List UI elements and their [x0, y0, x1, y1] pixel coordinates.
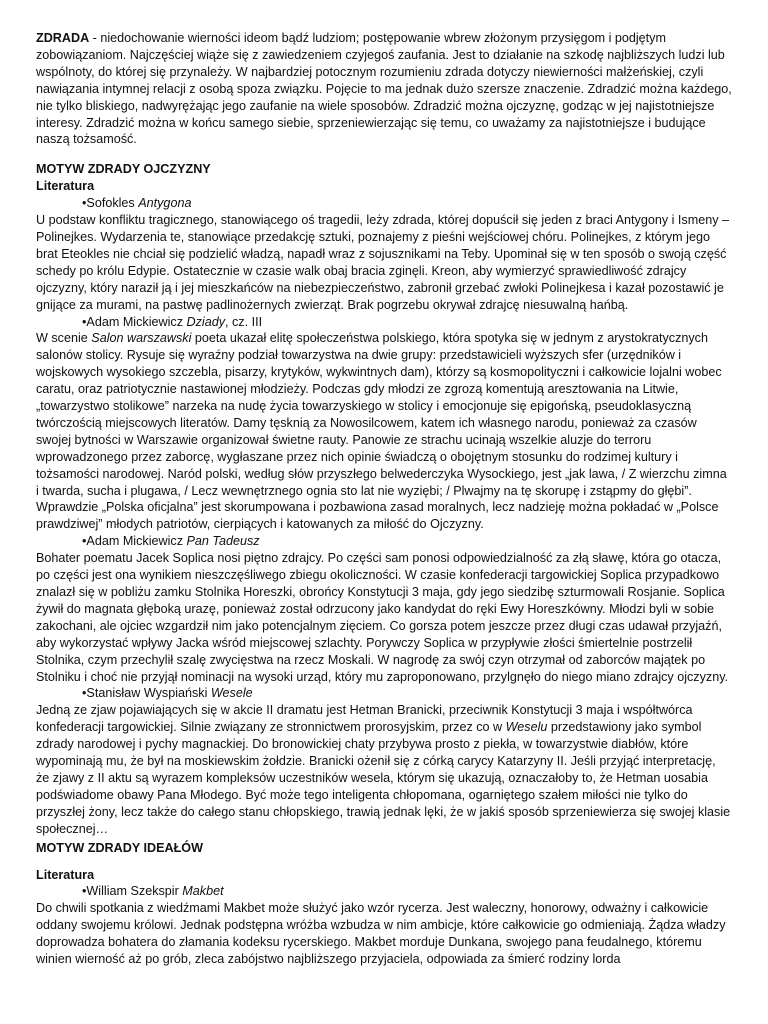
bullet: •: [82, 196, 87, 211]
intro-term: ZDRADA: [36, 31, 90, 45]
work-title: Dziady: [186, 314, 225, 329]
work-body-wesele: [36, 702, 732, 837]
work-title-pan-tadeusz: [36, 533, 732, 550]
work-body-pan-tadeusz: Bohater poematu Jacek Soplica nosi piętno zdrajcy. Po części sam ponosi odpowiedzialność za złą sławę, która go otacza, po części jest ona wynikiem nieszczęśliwego zbiegu okoliczności. W czasie konfederacji targowickiej Soplica przypadkowo znalazł się w pobliżu zamku Stolnika Horeszki, obrońcy Konstytucji 3 maja, gdy jego siedzibę szturmowali Rosjanie. Soplica żywił do magnata głęboką urazę, ponieważ został odrzucony jako kandydat do ręki Ewy Horeszkówny. Młodzi byli w sobie zakochani, ale ojciec wzgardził nim jako potencjalnym zięciem. Co gorsza potem jeszcze przez długi czas udawał przyjaźń, aby wykorzystać wpływy Jacka wśród miejscowej szlachty. Porywczy Soplica w przypływie złości śmiertelnie postrzelił Stolnika, czym przechylił szalę zwycięstwa na rzecz Moskali. W nagrodę za swój czyn otrzymał od zaborców majątek po Stolniku i choć nie przyjął nominacji na wysoki urząd, który mu zaproponowano, przylgnęło do niego miano zdrajcy ojczyzny.: [36, 551, 729, 684]
body-text: przedstawiony jako symbol zdrady narodowej i pychy magnackiej. Do bronowickiej chaty przybywa prosto z piekła, w towarzystwie diabłów, które wypominają mu, że był na moskiewskim żołdzie. Branicki ożenił się z córką carycy Katarzyny II. Jeśli przyjąć interpretację, że zjawy z II aktu są wyrazem kompleksów uczestników wesela, którym się ukazują, oznaczałoby to, że Hetman uosabia podświadome obawy Pana Młodego. Być może tego inteligenta chłopomana, ogarniętego szałem miłości nie tylko do przyszłej żony, lecz także do całego stanu chłopskiego, trawią jednak lęki, że w jakiś sposób sprzeniewierza się swojej klasie społecznej…: [36, 720, 731, 836]
work-body-antygona: U podstaw konfliktu tragicznego, stanowiącego oś tragedii, leży zdrada, której dopuścił się jeden z braci Antygony i Ismeny – Polinejkes. Wydarzenia te, stanowiące przedakcję sztuki, poznajemy z pieśni wejściowej chóru. Polinejkes, z którym jego brat Eteokles nie chciał się podzielić władzą, napadł wraz z sojusznikami na Teby. Upominał się w ten sposób o swoją część schedy po królu Edypie. Ostatecznie w czasie walk obaj bracia zginęli. Kreon, aby wymierzyć sprawiedliwość zdrajcy ojczyzny, który naraził ją i jej mieszkańców na niebezpieczeństwo, zabronił grzebać zwłoki Polinejkesa i kazał pozostawić je gnijące za murami, na pastwę padlinożernych zwierząt. Brak pogrzebu okrywał zdrajcę niesuwalną hańbą.: [36, 213, 730, 312]
work-suffix: , cz. III: [225, 314, 263, 329]
section-heading-treason-ideals: MOTYW ZDRADY IDEAŁÓW: [36, 840, 203, 855]
intro-text: - niedochowanie wierności ideom bądź ludziom; postępowanie wbrew złożonym przysięgom i podjętym zobowiązaniom. Najczęściej wiąże się z zawiedzeniem czyjegoś zaufania. Jest to działanie na szkodę najbliższych ludzi lub wspólnoty, do której się przynależy. W najbardziej potocznym rozumieniu zdrada dotyczy niewierności małżeńskiej, czyli nawiązania intymnej relacji z osobą spoza związku. Pojęcie to ma jednak dużo szersze znaczenie. Zdradzić można każdego, nie tylko bliskiego, nadwyrężając jego zaufanie na wiele sposobów. Zdradzić można ojczyznę, godząc w jej najistotniejsze interesy. Zdradzić można w końcu samego siebie, sprzeniewierzając się temu, co uważamy za najistotniejsze i budujące naszą tożsamość.: [36, 31, 732, 147]
work-title-antygona: [36, 195, 732, 212]
subheading-literature: Literatura: [36, 179, 95, 194]
work-title-dziady: [36, 314, 732, 331]
body-italic-title: Weselu: [505, 720, 548, 735]
bullet: •: [82, 686, 87, 701]
bullet: •: [82, 314, 87, 329]
work-body-dziady: [36, 330, 732, 533]
body-italic-title: Salon warszawski: [91, 331, 192, 346]
section-heading-treason-homeland: MOTYW ZDRADY OJCZYZNY: [36, 162, 211, 177]
work-title: Antygona: [138, 196, 192, 211]
work-title: Wesele: [210, 686, 253, 701]
work-author: Stanisław Wyspiański: [86, 686, 211, 701]
work-author: William Szekspir: [86, 884, 183, 899]
body-text: poeta ukazał elitę społeczeństwa polskiego, która spotyka się w jednym z arystokratycznych salonów stolicy. Rysuje się wyraźny podział towarzystwa na dwie grupy: przedstawicieli wyższych sfer (urzędników i wojskowych wysokiego szczebla, pisarzy, krytyków, wykwintnych dam), którzy są kosmopolityczni i całkowicie lojalni wobec caratu, oraz patriotycznie nastawionej młodzieży. Podczas gdy młodzi ze zgrozą komentują aresztowania na Litwie, „towarzystwo stolikowe” narzeka na nudę życia towarzyskiego w stolicy i emocjonuje się epigońską, pseudoklasyczną twórczością miejscowych literatów. Damy tęsknią za Nowosilcowem, katem ich własnego narodu, ponieważ za czasów swojej bytności w Warszawie organizował świetne rauty. Panowie ze strachu ucinają wszelkie aluzje do terroru wprowadzonego przez zaborcę, wygłaszane przez nich opinie świadczą o obojętnym stosunku do rodzimej kultury i tożsamości narodowej. Naród polski, według słów przyszłego belwederczyka Wysockiego, jest „jak lawa, / Z wierzchu zimna i twarda, sucha i plugawa, / Lecz wewnętrznego ognia sto lat nie wyziębi; / Plwajmy na tę skorupę i zstąpmy do głębi”. Wprawdzie „Polska oficjalna” jest skorumpowana i pozbawiona zasad moralnych, lecz nadzieję można pokładać w „Polsce prawdziwej” młodych patriotów, cierpiących i katowanych za miłość do Ojczyzny.: [36, 331, 727, 532]
work-author: Adam Mickiewicz: [86, 534, 187, 549]
bullet: •: [82, 884, 87, 899]
body-text: W scenie: [36, 331, 92, 346]
work-title-wesele: [36, 685, 732, 702]
intro-paragraph: [36, 30, 732, 148]
work-title-makbet: [36, 883, 732, 900]
work-title: Makbet: [182, 884, 224, 899]
work-author: Adam Mickiewicz: [86, 314, 187, 329]
subheading-literature: Literatura: [36, 867, 95, 882]
body-text: Jedną ze zjaw pojawiających się w akcie II dramatu jest Hetman Branicki, przeciwnik Konstytucji 3 maja i współtwórca konfederacji targowickiej. Silnie związany ze stronnictwem prorosyjskim, przez co w: [36, 703, 693, 735]
bullet: •: [82, 534, 87, 549]
work-author: Sofokles: [86, 196, 139, 211]
work-title: Pan Tadeusz: [186, 534, 260, 549]
work-body-makbet: Do chwili spotkania z wiedźmami Makbet może służyć jako wzór rycerza. Jest waleczny, honorowy, odważny i całkowicie oddany swojemu królowi. Jednak podstępna wróżba wzbudza w nim ambicje, które całkowicie go odmieniają. Żądza władzy doprowadza bohatera do złamania kodeksu rycerskiego. Makbet morduje Dunkana, swojego pana feudalnego, któremu winien wierność aż po grób, zleca zabójstwo najbliższego przyjaciela, odpowiada za śmierć rodziny lorda: [36, 901, 726, 967]
